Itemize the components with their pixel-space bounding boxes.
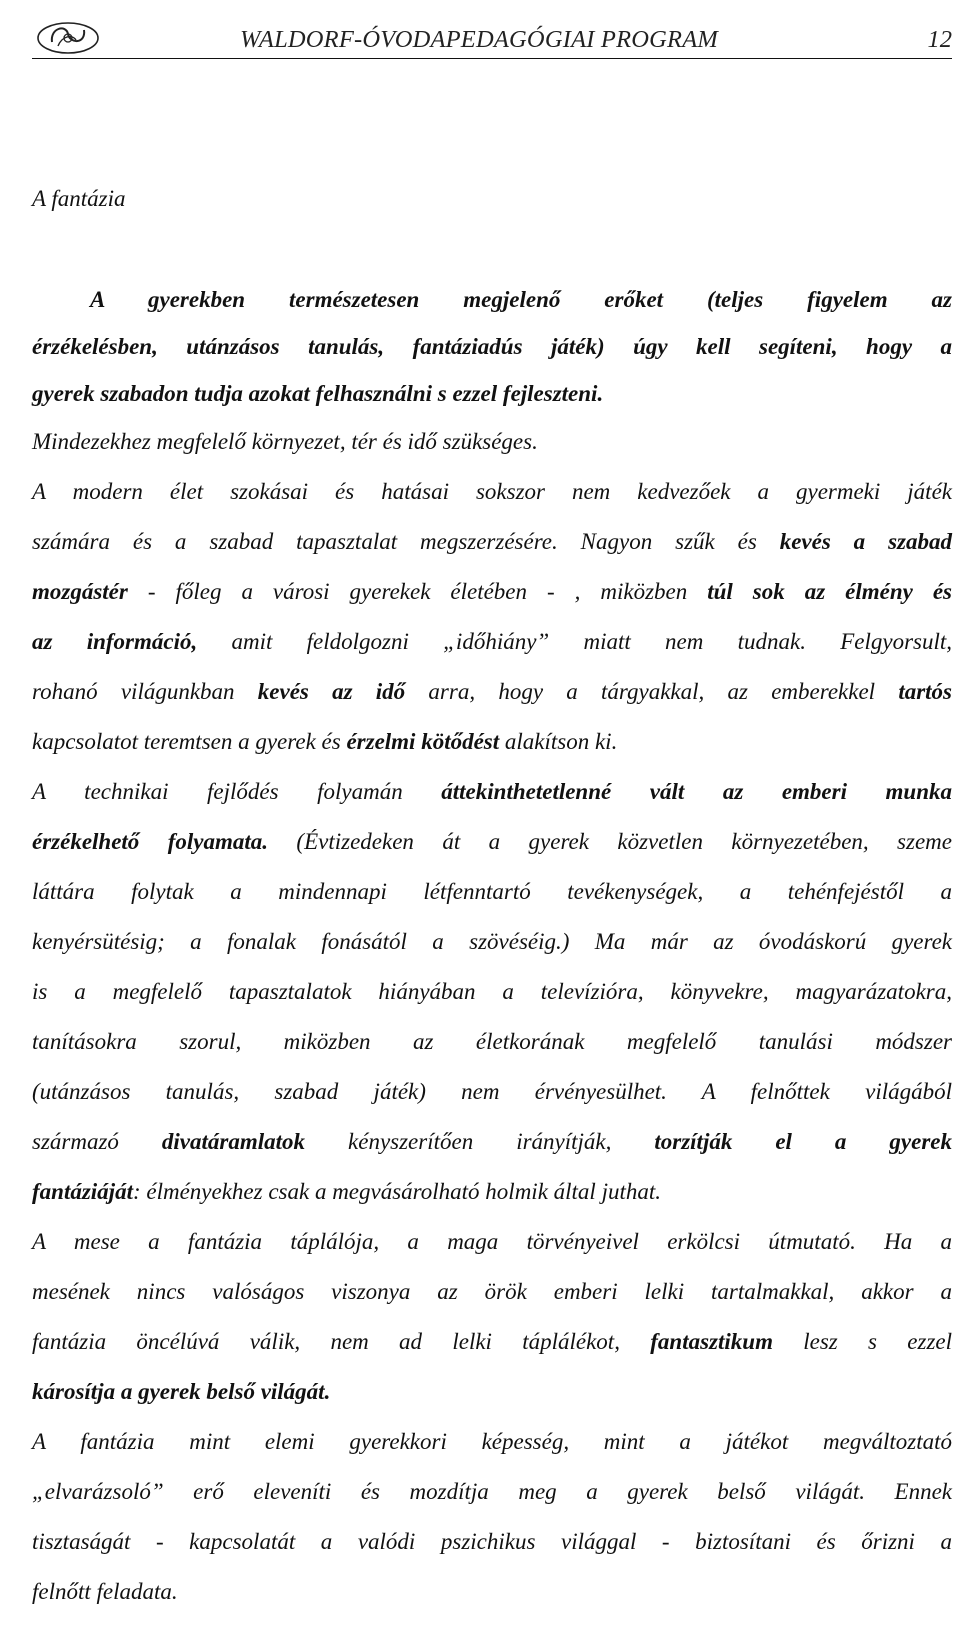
text-line: „elvarázsoló” erő eleveníti és mozdítja meg a gyerek belső világát. Ennek — [32, 1479, 952, 1504]
emphasis-span: fantáziáját — [32, 1179, 133, 1204]
text-span: Nagyon szűk és — [580, 529, 780, 554]
emphasis-span: áttekinthetetlenné vált az emberi munka — [441, 779, 952, 804]
text-line: A mese a fantázia táplálója, a maga törvényeivel erkölcsi útmutató. Ha a — [32, 1229, 952, 1254]
text-line: láttára folytak a mindennapi létfenntartó tevékenységek, a tehénfejéstől a — [32, 879, 952, 904]
emphasis-span: divatáramlatok — [161, 1129, 306, 1154]
waldorf-logo-icon — [32, 18, 104, 58]
page-number: 12 — [927, 26, 952, 53]
text-span: alakítson ki. — [499, 729, 618, 754]
text-span: számára és a szabad tapasztalat megszerzésére. — [32, 529, 581, 554]
emphasis-span: kevés az idő — [257, 679, 406, 704]
text-line: tisztaságát - kapcsolatát a valódi pszichikus világgal - biztosítani és őrizni a — [32, 1529, 952, 1554]
emphasis-span: torzítják el a gyerek — [654, 1129, 952, 1154]
header-divider — [32, 58, 952, 59]
text-line — [32, 667, 952, 717]
text-line: (utánzásos tanulás, szabad játék) nem érvényesülhet. A felnőttek világából — [32, 1079, 952, 1104]
text-span: fantázia öncélúvá válik, nem ad lelki táplálékot, — [32, 1329, 651, 1354]
text-line — [32, 1117, 952, 1167]
text-line: károsítja a gyerek belső világát. — [32, 1379, 331, 1404]
text-line — [32, 617, 952, 667]
text-line: érzékelésben, utánzásos tanulás, fantáziadús játék) úgy kell segíteni, hogy a — [32, 334, 952, 359]
text-line — [32, 817, 952, 867]
emphasis-span: fantasztikum — [650, 1329, 773, 1354]
text-line — [32, 1167, 952, 1217]
emphasis-span: mozgástér — [32, 579, 128, 604]
text-span: lesz s ezzel — [772, 1329, 952, 1354]
text-span: rohanó világunkban — [32, 679, 258, 704]
body-paragraphs — [32, 417, 952, 1617]
text-line: tanításokra szorul, miközben az életkorának megfelelő tanulási módszer — [32, 1029, 952, 1054]
text-line: A fantázia mint elemi gyerekkori képesség, mint a játékot megváltoztató — [32, 1429, 952, 1454]
emphasis-span: kevés a szabad — [779, 529, 952, 554]
text-span: kapcsolatot teremtsen a gyerek és — [32, 729, 347, 754]
text-span: A technikai fejlődés folyamán — [32, 779, 442, 804]
text-line — [32, 567, 952, 617]
text-span: (Évtizedeken át a gyerek közvetlen környezetében, szeme — [268, 829, 952, 854]
emphasis-span: az információ, — [32, 629, 198, 654]
text-span: kényszerítően irányítják, — [305, 1129, 655, 1154]
text-line: A modern élet szokásai és hatásai sokszor nem kedvezőek a gyermeki játék — [32, 479, 952, 504]
text-line — [32, 717, 952, 767]
header-title: WALDORF-ÓVODAPEDAGÓGIAI PROGRAM — [240, 26, 718, 53]
emphasis-span: érzékelhető folyamata. — [32, 829, 269, 854]
text-line: gyerek szabadon tudja azokat felhasználni s ezzel fejleszteni. — [32, 381, 604, 406]
text-span: : élményekhez csak a megvásárolható holmik által juthat. — [132, 1179, 661, 1204]
text-line: Mindezekhez megfelelő környezet, tér és idő szükséges. — [32, 429, 538, 454]
text-line: felnőtt feladata. — [32, 1579, 178, 1604]
text-line: is a megfelelő tapasztalatok hiányában a televízióra, könyvekre, magyarázatokra, — [32, 979, 952, 1004]
emphasis-span: tartós — [898, 679, 952, 704]
text-line: A gyerekben természetesen megjelenő erőket (teljes figyelem az — [90, 287, 952, 312]
text-span: származó — [32, 1129, 162, 1154]
page-body — [32, 276, 952, 1617]
text-line — [32, 1317, 952, 1367]
text-span: amit feldolgozni „időhiány” miatt nem tudnak. Felgyorsult, — [197, 629, 952, 654]
text-line: mesének nincs valóságos viszonya az örök emberi lelki tartalmakkal, akkor a — [32, 1279, 952, 1304]
intro-paragraph — [32, 276, 952, 417]
section-title: A fantázia — [32, 186, 126, 211]
emphasis-span: érzelmi kötődést — [346, 729, 500, 754]
text-span: - főleg a városi gyerekek életében - , miközben — [127, 579, 708, 604]
emphasis-span: túl sok az élmény és — [707, 579, 952, 604]
text-line — [32, 767, 952, 817]
text-line: kenyérsütésig; a fonalak fonásától a szövéséig.) Ma már az óvodáskorú gyerek — [32, 929, 952, 954]
text-line — [32, 517, 952, 567]
text-span: arra, hogy a tárgyakkal, az emberekkel — [405, 679, 899, 704]
